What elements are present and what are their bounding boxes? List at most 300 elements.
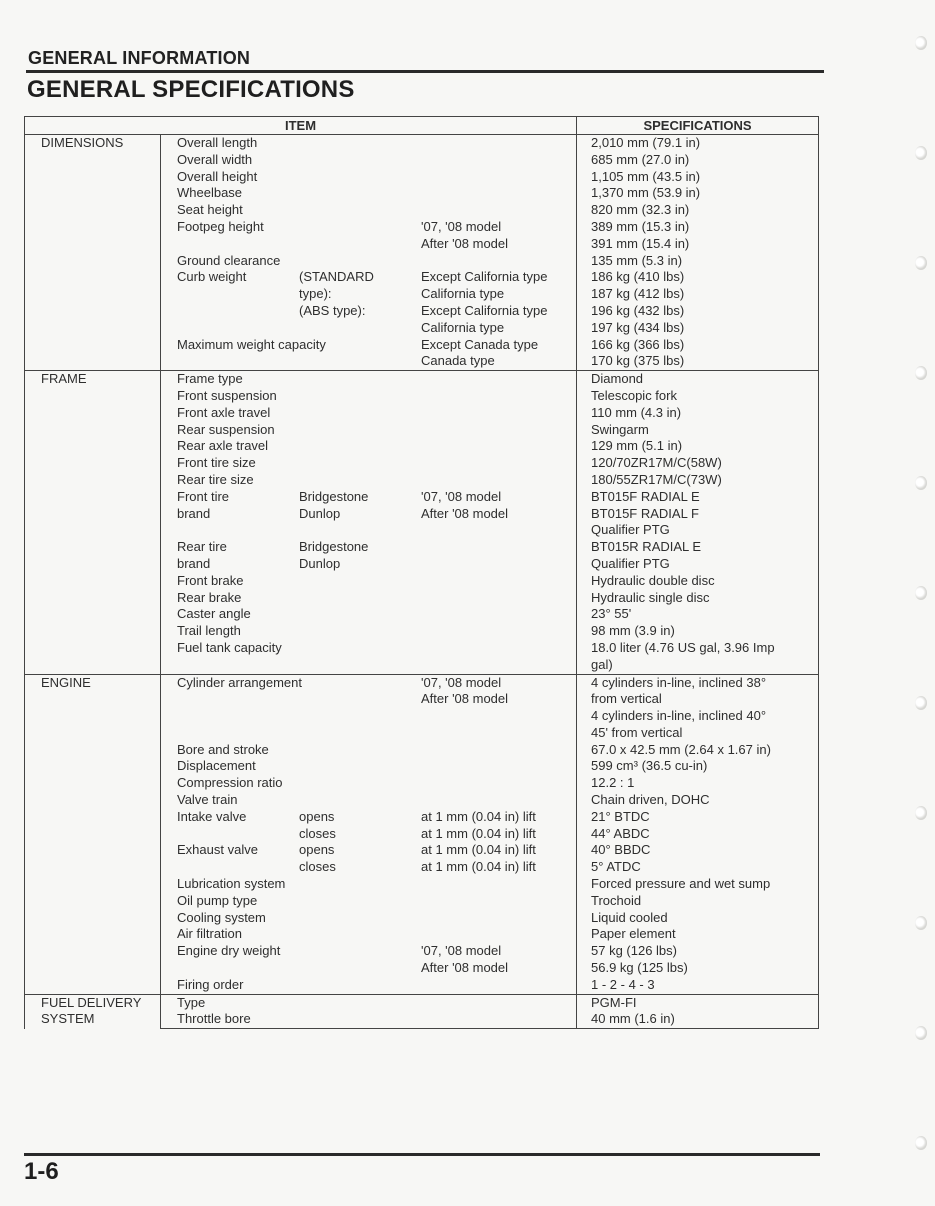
spec-value: 135 mm (5.3 in) bbox=[591, 252, 683, 268]
spec-cell bbox=[577, 640, 819, 674]
item-qualifier-line: Bridgestone bbox=[299, 539, 369, 555]
item-cell bbox=[161, 489, 577, 539]
item-condition bbox=[421, 388, 576, 405]
header-rule bbox=[26, 70, 824, 73]
spec-value: 110 mm (4.3 in) bbox=[591, 404, 682, 420]
item-cell bbox=[161, 606, 577, 623]
item-name-line: Overall height bbox=[177, 168, 258, 184]
spec-value: 1,105 mm (43.5 in) bbox=[591, 168, 701, 184]
spec-cell bbox=[577, 876, 819, 893]
item-condition bbox=[421, 539, 576, 573]
spec-value: 170 kg (375 lbs) bbox=[591, 353, 685, 369]
item-name bbox=[177, 135, 299, 152]
item-name-line: brand bbox=[177, 555, 211, 571]
item-name-line: Rear tire size bbox=[177, 471, 254, 487]
item-condition bbox=[421, 202, 576, 219]
item-name bbox=[177, 219, 299, 253]
item-columns bbox=[177, 472, 576, 489]
item-name bbox=[177, 152, 299, 169]
item-cell bbox=[161, 185, 577, 202]
item-columns bbox=[177, 371, 576, 388]
item-name-line: Frame type bbox=[177, 371, 243, 387]
item-qualifier bbox=[299, 926, 421, 943]
item-condition-line: '07, '08 model bbox=[421, 488, 502, 504]
item-cell bbox=[161, 539, 577, 573]
item-name-line: Rear tire bbox=[177, 539, 227, 555]
item-name bbox=[177, 405, 299, 422]
spec-value: Swingarm bbox=[591, 421, 649, 437]
item-name bbox=[177, 185, 299, 202]
table-row bbox=[25, 371, 819, 388]
item-columns bbox=[177, 640, 576, 657]
section-category bbox=[25, 371, 161, 674]
binder-hole-icon bbox=[915, 1136, 927, 1150]
item-condition-line: Except Canada type bbox=[421, 336, 539, 352]
table-row bbox=[25, 135, 819, 152]
spec-value: 180/55ZR17M/C(73W) bbox=[591, 471, 722, 487]
spec-cell bbox=[577, 994, 819, 1011]
spec-cell bbox=[577, 269, 819, 336]
category-label: ENGINE bbox=[41, 674, 91, 690]
item-columns bbox=[177, 135, 576, 152]
item-qualifier bbox=[299, 388, 421, 405]
item-name bbox=[177, 675, 421, 709]
item-qualifier bbox=[299, 792, 421, 809]
item-qualifier bbox=[299, 422, 421, 439]
item-cell bbox=[161, 758, 577, 775]
item-columns bbox=[177, 995, 576, 1012]
binder-hole-icon bbox=[915, 696, 927, 710]
spec-cell bbox=[577, 219, 819, 253]
spec-value: 820 mm (32.3 in) bbox=[591, 202, 690, 218]
spec-value: Liquid cooled bbox=[591, 909, 668, 925]
spec-cell bbox=[577, 422, 819, 439]
item-name bbox=[177, 758, 299, 775]
item-cell bbox=[161, 202, 577, 219]
item-columns bbox=[177, 842, 576, 876]
item-name-line: Maximum weight capacity bbox=[177, 336, 326, 352]
item-cell bbox=[161, 674, 577, 742]
item-qualifier-line: Bridgestone bbox=[299, 488, 369, 504]
item-name bbox=[177, 775, 299, 792]
item-columns bbox=[177, 623, 576, 640]
spec-cell bbox=[577, 977, 819, 994]
item-columns bbox=[177, 606, 576, 623]
item-cell bbox=[161, 472, 577, 489]
item-condition-line: California type bbox=[421, 319, 505, 335]
spec-cell bbox=[577, 489, 819, 539]
category-label: SYSTEM bbox=[41, 1011, 95, 1027]
spec-cell bbox=[577, 438, 819, 455]
item-name bbox=[177, 169, 299, 186]
item-qualifier-line: closes bbox=[299, 859, 336, 875]
item-condition bbox=[421, 489, 576, 523]
spec-cell bbox=[577, 472, 819, 489]
spec-cell bbox=[577, 573, 819, 590]
item-columns bbox=[177, 269, 576, 336]
spec-value: 5° ATDC bbox=[591, 859, 641, 875]
spec-value: 12.2 : 1 bbox=[591, 775, 635, 791]
item-qualifier bbox=[299, 202, 421, 219]
item-qualifier bbox=[299, 371, 421, 388]
item-columns bbox=[177, 809, 576, 843]
item-cell bbox=[161, 371, 577, 388]
item-condition bbox=[421, 169, 576, 186]
item-name bbox=[177, 623, 299, 640]
item-cell bbox=[161, 388, 577, 405]
spec-value: Diamond bbox=[591, 371, 644, 387]
spec-cell bbox=[577, 185, 819, 202]
item-condition bbox=[421, 926, 576, 943]
spec-cell bbox=[577, 253, 819, 270]
item-qualifier bbox=[299, 623, 421, 640]
binder-hole-icon bbox=[915, 36, 927, 50]
item-cell bbox=[161, 1011, 577, 1028]
item-name bbox=[177, 842, 299, 876]
spec-value: PGM-FI bbox=[591, 994, 637, 1010]
spec-value: 23° 55' bbox=[591, 606, 632, 622]
item-name-line: Rear brake bbox=[177, 589, 242, 605]
item-condition bbox=[421, 893, 576, 910]
item-name-line: Rear axle travel bbox=[177, 438, 269, 454]
spec-value: 21° BTDC bbox=[591, 808, 650, 824]
item-cell bbox=[161, 809, 577, 843]
item-name-line: Front suspension bbox=[177, 387, 277, 403]
item-name-line: Ground clearance bbox=[177, 252, 281, 268]
item-name bbox=[177, 606, 299, 623]
item-qualifier bbox=[299, 640, 421, 657]
spec-value: Qualifier PTG bbox=[591, 522, 670, 538]
spec-cell bbox=[577, 539, 819, 573]
spec-value: 391 mm (15.4 in) bbox=[591, 235, 690, 251]
item-columns bbox=[177, 337, 576, 371]
spec-value: 67.0 x 42.5 mm (2.64 x 1.67 in) bbox=[591, 741, 771, 757]
spec-value: BT015R RADIAL E bbox=[591, 539, 702, 555]
item-qualifier-line: type): bbox=[299, 286, 332, 302]
item-qualifier bbox=[299, 977, 421, 994]
item-condition bbox=[421, 253, 576, 270]
item-name-line: Caster angle bbox=[177, 606, 251, 622]
item-columns bbox=[177, 742, 576, 759]
item-qualifier bbox=[299, 455, 421, 472]
specifications-table bbox=[24, 116, 819, 1029]
item-name-line: Air filtration bbox=[177, 926, 243, 942]
item-columns bbox=[177, 573, 576, 590]
item-condition bbox=[421, 842, 576, 876]
item-qualifier bbox=[299, 185, 421, 202]
spec-value: Trochoid bbox=[591, 892, 642, 908]
item-condition bbox=[421, 590, 576, 607]
item-columns bbox=[177, 253, 576, 270]
item-condition bbox=[421, 995, 576, 1012]
item-name bbox=[177, 573, 299, 590]
spec-value: 44° ABDC bbox=[591, 825, 650, 841]
item-name-line: Compression ratio bbox=[177, 775, 283, 791]
item-columns bbox=[177, 893, 576, 910]
spec-value: 40 mm (1.6 in) bbox=[591, 1011, 675, 1027]
item-name-line: Valve train bbox=[177, 792, 238, 808]
item-condition bbox=[421, 422, 576, 439]
spec-value: from vertical bbox=[591, 691, 662, 707]
item-cell bbox=[161, 405, 577, 422]
spec-value: 166 kg (366 lbs) bbox=[591, 336, 685, 352]
item-qualifier bbox=[299, 135, 421, 152]
binder-hole-icon bbox=[915, 366, 927, 380]
spec-cell bbox=[577, 758, 819, 775]
item-condition-line: After '08 model bbox=[421, 691, 509, 707]
item-qualifier bbox=[299, 489, 421, 523]
spec-value: 129 mm (5.1 in) bbox=[591, 438, 683, 454]
spec-value: 196 kg (432 lbs) bbox=[591, 302, 685, 318]
item-cell bbox=[161, 926, 577, 943]
item-qualifier bbox=[299, 876, 421, 893]
spec-value: 4 cylinders in-line, inclined 40° bbox=[591, 708, 767, 724]
item-name-line: Front tire bbox=[177, 488, 230, 504]
item-qualifier bbox=[299, 775, 421, 792]
item-condition-line: '07, '08 model bbox=[421, 943, 502, 959]
item-condition-line: After '08 model bbox=[421, 505, 509, 521]
spec-cell bbox=[577, 169, 819, 186]
item-cell bbox=[161, 792, 577, 809]
footer-rule bbox=[24, 1153, 820, 1156]
item-condition bbox=[421, 371, 576, 388]
spec-cell bbox=[577, 152, 819, 169]
item-name-line: Cooling system bbox=[177, 909, 266, 925]
item-condition bbox=[421, 472, 576, 489]
spec-value: 389 mm (15.3 in) bbox=[591, 218, 690, 234]
item-condition bbox=[421, 1011, 576, 1028]
item-cell bbox=[161, 742, 577, 759]
item-qualifier bbox=[299, 539, 421, 573]
item-name-line: Rear suspension bbox=[177, 421, 275, 437]
item-name bbox=[177, 792, 299, 809]
item-columns bbox=[177, 422, 576, 439]
spec-value: Chain driven, DOHC bbox=[591, 792, 710, 808]
spec-value: 40° BBDC bbox=[591, 842, 651, 858]
item-cell bbox=[161, 943, 577, 977]
item-condition bbox=[421, 792, 576, 809]
item-columns bbox=[177, 1011, 576, 1028]
item-name-line: Engine dry weight bbox=[177, 943, 281, 959]
page-number: 1-6 bbox=[24, 1158, 59, 1185]
item-name bbox=[177, 422, 299, 439]
item-name-line: Bore and stroke bbox=[177, 741, 269, 757]
item-columns bbox=[177, 152, 576, 169]
item-qualifier bbox=[299, 995, 421, 1012]
spec-cell bbox=[577, 1011, 819, 1028]
spec-value: 685 mm (27.0 in) bbox=[591, 151, 690, 167]
item-qualifier bbox=[299, 606, 421, 623]
spec-cell bbox=[577, 674, 819, 742]
item-qualifier bbox=[299, 152, 421, 169]
item-cell bbox=[161, 842, 577, 876]
binder-hole-icon bbox=[915, 146, 927, 160]
item-name-line: Cylinder arrangement bbox=[177, 674, 303, 690]
item-qualifier bbox=[299, 405, 421, 422]
item-columns bbox=[177, 185, 576, 202]
item-qualifier-line: opens bbox=[299, 808, 335, 824]
item-qualifier bbox=[299, 758, 421, 775]
spec-value: 56.9 kg (125 lbs) bbox=[591, 960, 688, 976]
spec-value: BT015F RADIAL E bbox=[591, 488, 700, 504]
item-columns bbox=[177, 675, 576, 709]
item-name bbox=[177, 539, 299, 573]
item-cell bbox=[161, 775, 577, 792]
item-cell bbox=[161, 135, 577, 152]
spec-cell bbox=[577, 926, 819, 943]
spec-value: 599 cm³ (36.5 cu-in) bbox=[591, 758, 708, 774]
binder-hole-icon bbox=[915, 586, 927, 600]
item-name bbox=[177, 926, 299, 943]
category-label: DIMENSIONS bbox=[41, 135, 124, 150]
spec-value: 120/70ZR17M/C(58W) bbox=[591, 455, 722, 471]
item-name-line: Exhaust valve bbox=[177, 842, 258, 858]
item-qualifier-line: (STANDARD bbox=[299, 269, 374, 285]
item-condition bbox=[421, 573, 576, 590]
item-condition bbox=[421, 337, 576, 371]
item-columns bbox=[177, 489, 576, 523]
item-condition bbox=[421, 876, 576, 893]
item-name-line: Oil pump type bbox=[177, 892, 258, 908]
spec-cell bbox=[577, 590, 819, 607]
item-columns bbox=[177, 910, 576, 927]
item-qualifier bbox=[299, 438, 421, 455]
item-condition-line: Canada type bbox=[421, 353, 495, 369]
item-cell bbox=[161, 455, 577, 472]
item-columns bbox=[177, 388, 576, 405]
item-condition-line: at 1 mm (0.04 in) lift bbox=[421, 842, 536, 858]
spec-value: 187 kg (412 lbs) bbox=[591, 286, 685, 302]
item-name-line: Seat height bbox=[177, 202, 243, 218]
item-name bbox=[177, 893, 299, 910]
item-columns bbox=[177, 169, 576, 186]
spec-value: 4 cylinders in-line, inclined 38° bbox=[591, 674, 767, 690]
item-name-line: brand bbox=[177, 505, 211, 521]
section-label: GENERAL INFORMATION bbox=[28, 48, 251, 68]
category-label: FUEL DELIVERY bbox=[41, 994, 142, 1010]
item-qualifier-line: (ABS type): bbox=[299, 302, 366, 318]
item-name-line: Displacement bbox=[177, 758, 256, 774]
spec-value: 2,010 mm (79.1 in) bbox=[591, 135, 701, 150]
table-row bbox=[25, 994, 819, 1011]
item-columns bbox=[177, 758, 576, 775]
item-cell bbox=[161, 977, 577, 994]
item-qualifier bbox=[299, 590, 421, 607]
item-name bbox=[177, 1011, 299, 1028]
item-name-line: Lubrication system bbox=[177, 876, 286, 892]
item-name bbox=[177, 910, 299, 927]
item-cell bbox=[161, 640, 577, 674]
section-category bbox=[25, 674, 161, 994]
spec-value: BT015F RADIAL F bbox=[591, 505, 699, 521]
item-columns bbox=[177, 539, 576, 573]
item-name-line: Overall length bbox=[177, 135, 258, 150]
item-condition bbox=[421, 775, 576, 792]
item-name bbox=[177, 438, 299, 455]
spec-cell bbox=[577, 135, 819, 152]
item-qualifier bbox=[299, 742, 421, 759]
spec-cell bbox=[577, 371, 819, 388]
binder-hole-icon bbox=[915, 1026, 927, 1040]
item-columns bbox=[177, 438, 576, 455]
item-name bbox=[177, 977, 299, 994]
item-cell bbox=[161, 893, 577, 910]
item-condition-line: Except California type bbox=[421, 269, 548, 285]
item-name bbox=[177, 253, 299, 270]
item-columns bbox=[177, 977, 576, 994]
spec-value: Qualifier PTG bbox=[591, 555, 670, 571]
spec-cell bbox=[577, 337, 819, 371]
item-condition bbox=[421, 455, 576, 472]
spec-value: Telescopic fork bbox=[591, 387, 677, 403]
spec-value: 18.0 liter (4.76 US gal, 3.96 Imp bbox=[591, 639, 775, 655]
spec-value: 1 - 2 - 4 - 3 bbox=[591, 976, 655, 992]
item-condition bbox=[421, 623, 576, 640]
spec-value: 197 kg (434 lbs) bbox=[591, 319, 685, 335]
spec-cell bbox=[577, 405, 819, 422]
item-condition bbox=[421, 640, 576, 657]
item-cell bbox=[161, 337, 577, 371]
spec-cell bbox=[577, 943, 819, 977]
item-columns bbox=[177, 775, 576, 792]
spec-value: 1,370 mm (53.9 in) bbox=[591, 185, 701, 201]
spec-value: Hydraulic single disc bbox=[591, 589, 710, 605]
item-condition bbox=[421, 606, 576, 623]
item-qualifier bbox=[299, 253, 421, 270]
item-name bbox=[177, 269, 299, 336]
item-columns bbox=[177, 219, 576, 253]
spec-value: 186 kg (410 lbs) bbox=[591, 269, 685, 285]
item-cell bbox=[161, 573, 577, 590]
item-condition-line: '07, '08 model bbox=[421, 218, 502, 234]
item-condition bbox=[421, 152, 576, 169]
item-qualifier bbox=[299, 219, 421, 253]
item-cell bbox=[161, 623, 577, 640]
spec-value: 98 mm (3.9 in) bbox=[591, 623, 675, 639]
item-name bbox=[177, 202, 299, 219]
item-condition-line: After '08 model bbox=[421, 235, 509, 251]
item-columns bbox=[177, 590, 576, 607]
binder-hole-icon bbox=[915, 916, 927, 930]
spec-value: 45' from vertical bbox=[591, 724, 683, 740]
item-columns bbox=[177, 943, 576, 977]
item-cell bbox=[161, 269, 577, 336]
item-name-line: Front tire size bbox=[177, 455, 256, 471]
item-name-line: Front axle travel bbox=[177, 404, 271, 420]
binder-hole-icon bbox=[915, 256, 927, 270]
item-name bbox=[177, 337, 421, 371]
page-title: GENERAL SPECIFICATIONS bbox=[27, 76, 355, 103]
section-category bbox=[25, 135, 161, 371]
item-columns bbox=[177, 202, 576, 219]
item-condition-line: '07, '08 model bbox=[421, 674, 502, 690]
item-name bbox=[177, 388, 299, 405]
item-name bbox=[177, 590, 299, 607]
item-columns bbox=[177, 926, 576, 943]
item-cell bbox=[161, 438, 577, 455]
spec-value: Forced pressure and wet sump bbox=[591, 876, 771, 892]
spec-cell bbox=[577, 623, 819, 640]
spec-cell bbox=[577, 792, 819, 809]
spec-cell bbox=[577, 775, 819, 792]
spec-column-header: SPECIFICATIONS bbox=[577, 117, 819, 135]
item-qualifier-line: Dunlop bbox=[299, 555, 341, 571]
item-name bbox=[177, 876, 299, 893]
spec-value: Paper element bbox=[591, 926, 676, 942]
item-condition-line: After '08 model bbox=[421, 960, 509, 976]
item-name bbox=[177, 943, 299, 977]
item-cell bbox=[161, 876, 577, 893]
